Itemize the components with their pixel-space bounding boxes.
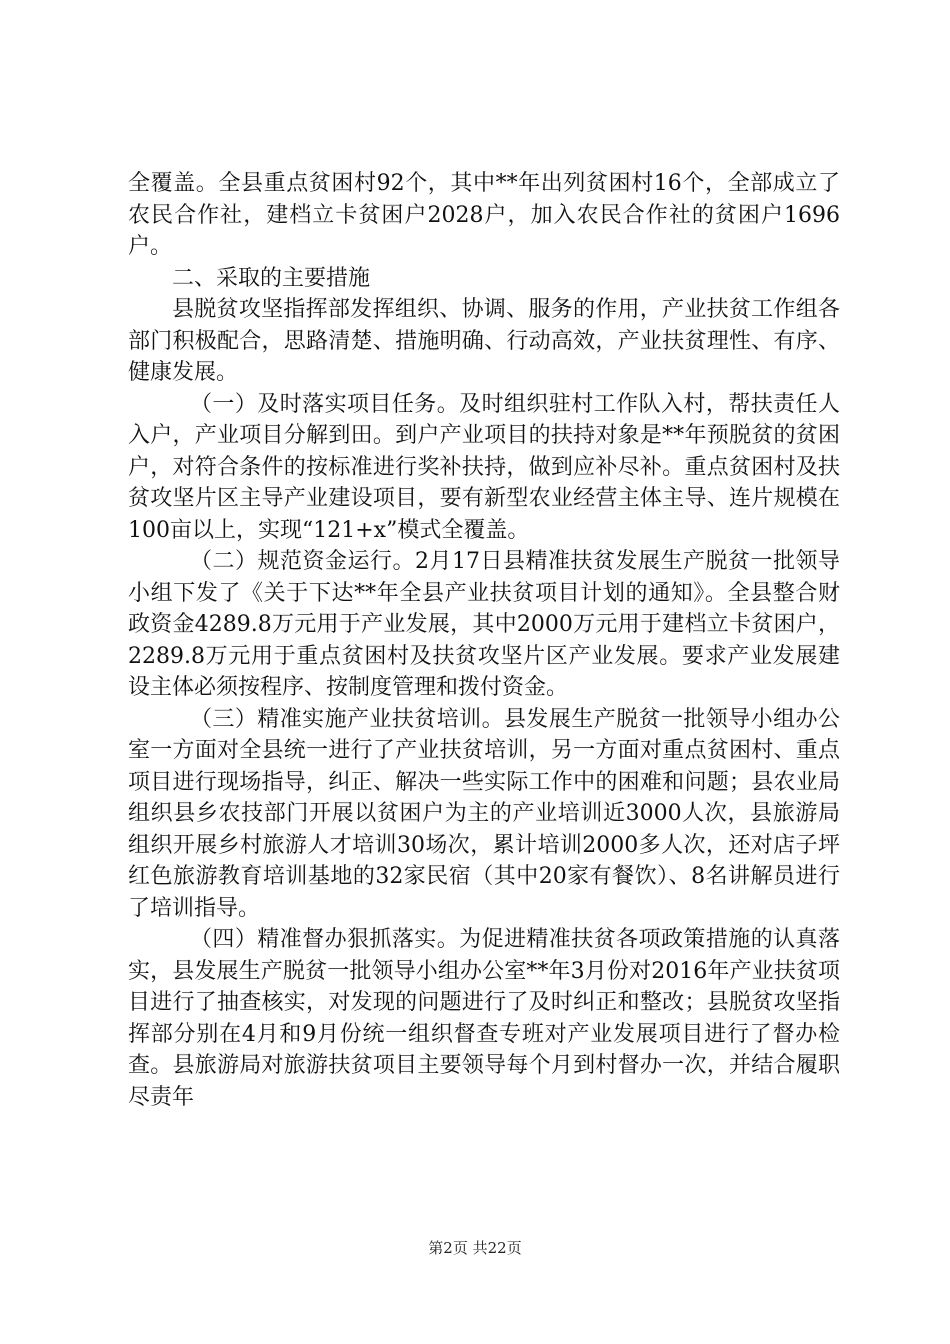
paragraph-item-1: （一）及时落实项目任务。及时组织驻村工作队入村，帮扶责任人入户，产业项目分解到田。到户产业项目的扶持对象是**年预脱贫的贫困户，对符合条件的按标准进行奖补扶持，做到应补尽补。重点贫困村及扶贫攻坚片区主导产业建设项目，要有新型农业经营主体主导、连片规模在100亩以上，实现“121+x”模式全覆盖。	[128, 391, 840, 543]
document-body	[128, 168, 840, 1113]
paragraph-continuation: 全覆盖。全县重点贫困村92个，其中**年出列贫困村16个，全部成立了农民合作社，建档立卡贫困户2028户，加入农民合作社的贫困户1696户。	[128, 171, 840, 259]
page-number-footer: 第2页 共22页	[428, 1239, 522, 1257]
section-heading-measures: 二、采取的主要措施	[172, 265, 371, 291]
paragraph-item-4: （四）精准督办狠抓落实。为促进精准扶贫各项政策措施的认真落实，县发展生产脱贫一批领导小组办公室**年3月份对2016年产业扶贫项目进行了抽查核实，对发现的问题进行了及时纠正和整改；县脱贫攻坚指挥部分别在4月和9月份统一组织督查专班对产业发展项目进行了督办检查。县旅游局对旅游扶贫项目主要领导每个月到村督办一次，并结合履职尽责年	[128, 927, 840, 1110]
paragraph-item-2: （二）规范资金运行。2月17日县精准扶贫发展生产脱贫一批领导小组下发了《关于下达**年全县产业扶贫项目计划的通知》。全县整合财政资金4289.8万元用于产业发展，其中2000万元用于建档立卡贫困户，2289.8万元用于重点贫困村及扶贫攻坚片区产业发展。要求产业发展建设主体必须按程序、按制度管理和拨付资金。	[128, 549, 840, 700]
paragraph-item-3: （三）精准实施产业扶贫培训。县发展生产脱贫一批领导小组办公室一方面对全县统一进行了产业扶贫培训，另一方面对重点贫困村、重点项目进行现场指导，纠正、解决一些实际工作中的困难和问题；县农业局组织县乡农技部门开展以贫困户为主的产业培训近3000人次，县旅游局组织开展乡村旅游人才培训30场次，累计培训2000多人次，还对店子坪红色旅游教育培训基地的32家民宿（其中20家有餐饮）、8名讲解员进行了培训指导。	[128, 706, 840, 921]
paragraph-intro: 县脱贫攻坚指挥部发挥组织、协调、服务的作用，产业扶贫工作组各部门积极配合，思路清楚、措施明确、行动高效，产业扶贫理性、有序、健康发展。	[128, 297, 840, 385]
